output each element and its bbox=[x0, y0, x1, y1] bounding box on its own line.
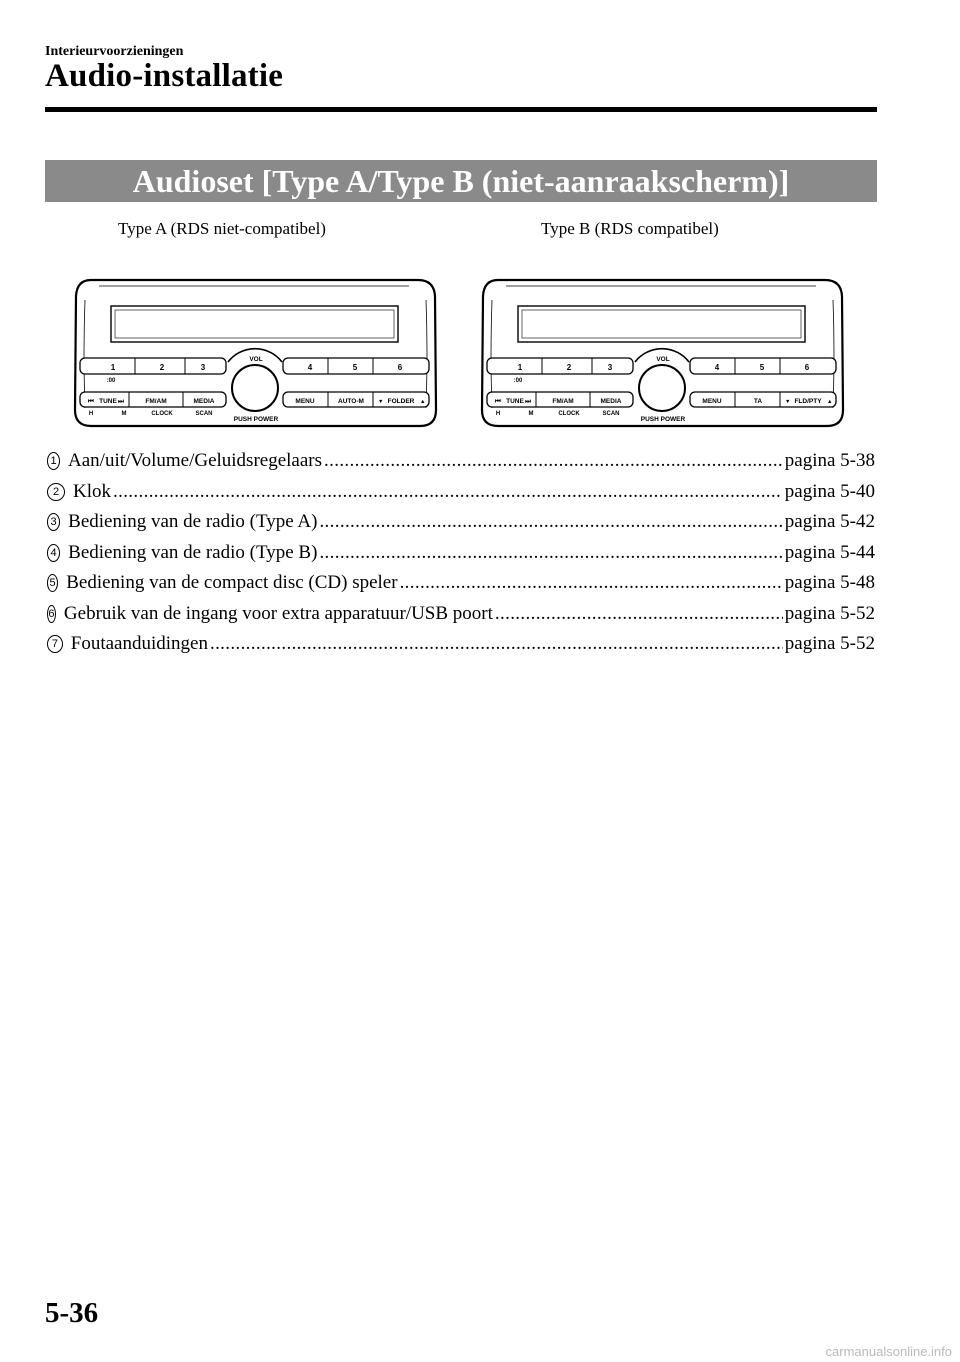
toc-page-ref: pagina 5-52 bbox=[784, 633, 875, 654]
display-screen bbox=[518, 306, 805, 342]
toc-title: Bediening van de radio (Type B) bbox=[68, 541, 318, 563]
toc-page-ref: pagina 5-40 bbox=[784, 480, 875, 502]
push-power-label: PUSH POWER bbox=[233, 416, 279, 423]
toc-row bbox=[45, 481, 875, 512]
preset-5[interactable]: 5 bbox=[352, 363, 358, 372]
push-power-label: PUSH POWER bbox=[640, 416, 686, 423]
sub-clock: CLOCK bbox=[151, 411, 173, 417]
menu-button[interactable]: MENU bbox=[295, 398, 315, 405]
toc-page-ref: pagina 5-42 bbox=[784, 511, 875, 532]
toc-title: Klok bbox=[73, 480, 111, 502]
up-arrow-icon: ▲ bbox=[827, 399, 833, 405]
preset-1[interactable]: 1 bbox=[517, 363, 523, 372]
tune-prev-icon: ⏮ bbox=[495, 398, 501, 405]
sub-scan: SCAN bbox=[195, 411, 213, 417]
table-of-contents bbox=[45, 450, 875, 664]
down-arrow-icon: ▼ bbox=[785, 399, 791, 405]
page-number: 5-36 bbox=[45, 1297, 99, 1329]
preset-5[interactable]: 5 bbox=[759, 363, 765, 372]
toc-page-ref: pagina 5-38 bbox=[784, 450, 875, 471]
title-rule bbox=[45, 107, 877, 112]
section-banner: Audioset [Type A/Type B (niet-aanraakscherm)] bbox=[45, 160, 877, 202]
toc-number: 2 bbox=[47, 483, 65, 501]
audio-unit-type-a bbox=[73, 278, 438, 428]
sub-scan: SCAN bbox=[602, 411, 620, 417]
volume-knob[interactable] bbox=[639, 365, 685, 411]
tune-prev-icon: ⏮ bbox=[88, 398, 94, 405]
preset-4[interactable]: 4 bbox=[307, 363, 313, 372]
toc-row bbox=[45, 542, 875, 573]
toc-leader-dots bbox=[324, 450, 783, 472]
toc-title: Aan/uit/Volume/Geluidsregelaars bbox=[68, 450, 323, 471]
toc-page-ref: pagina 5-48 bbox=[784, 572, 875, 593]
toc-title: Foutaanduidingen bbox=[70, 633, 208, 654]
right-end-button[interactable]: FOLDER bbox=[387, 398, 415, 405]
vol-label: VOL bbox=[656, 356, 670, 363]
toc-row bbox=[45, 450, 875, 481]
volume-knob[interactable] bbox=[232, 365, 278, 411]
toc-row bbox=[45, 603, 875, 634]
tune-next-icon: ⏭ bbox=[525, 398, 531, 405]
preset-1[interactable]: 1 bbox=[110, 363, 116, 372]
preset-2[interactable]: 2 bbox=[566, 363, 572, 372]
toc-page-ref: pagina 5-44 bbox=[784, 541, 875, 563]
right-mid-button[interactable]: AUTO-M bbox=[338, 398, 364, 405]
right-mid-button[interactable]: TA bbox=[753, 398, 763, 405]
toc-row bbox=[45, 511, 875, 542]
sub-h: H bbox=[495, 411, 501, 417]
audio-unit-type-b bbox=[480, 278, 845, 428]
preset-2[interactable]: 2 bbox=[159, 363, 165, 372]
toc-number: 6 bbox=[47, 605, 56, 623]
preset-6[interactable]: 6 bbox=[804, 363, 810, 372]
preset-6[interactable]: 6 bbox=[397, 363, 403, 372]
down-arrow-icon: ▼ bbox=[378, 399, 384, 405]
sub-clock: CLOCK bbox=[558, 411, 580, 417]
preset-4[interactable]: 4 bbox=[714, 363, 720, 372]
media-button[interactable]: MEDIA bbox=[193, 398, 215, 405]
type-a-caption: Type A (RDS niet-compatibel) bbox=[118, 219, 326, 238]
watermark: carmanualsonline.info bbox=[825, 1344, 952, 1359]
sub-h: H bbox=[88, 411, 94, 417]
display-screen bbox=[111, 306, 398, 342]
right-end-button[interactable]: FLD/PTY bbox=[794, 398, 822, 405]
page-title: Audio-installatie bbox=[45, 58, 284, 94]
toc-number: 3 bbox=[47, 513, 60, 531]
toc-title: Bediening van de compact disc (CD) speler bbox=[66, 572, 398, 593]
toc-number: 1 bbox=[47, 452, 60, 470]
toc-leader-dots bbox=[210, 633, 783, 655]
type-b-caption: Type B (RDS compatibel) bbox=[541, 219, 719, 238]
toc-leader-dots bbox=[113, 481, 783, 503]
sub-m: M bbox=[121, 411, 127, 417]
toc-leader-dots bbox=[495, 603, 783, 625]
toc-row bbox=[45, 633, 875, 664]
fm-am-button[interactable]: FM/AM bbox=[145, 398, 167, 405]
tune-button[interactable]: TUNE bbox=[99, 398, 117, 405]
tune-next-icon: ⏭ bbox=[118, 398, 124, 405]
toc-leader-dots bbox=[319, 511, 782, 533]
preset-3[interactable]: 3 bbox=[200, 363, 206, 372]
sub-m: M bbox=[528, 411, 534, 417]
fm-am-button[interactable]: FM/AM bbox=[552, 398, 574, 405]
toc-title: Gebruik van de ingang voor extra apparatuur/USB poort bbox=[63, 602, 493, 624]
toc-number: 5 bbox=[47, 574, 58, 592]
up-arrow-icon: ▲ bbox=[420, 399, 426, 405]
preset-sub-00: :00 bbox=[513, 378, 523, 384]
toc-number: 7 bbox=[47, 635, 63, 653]
tune-button[interactable]: TUNE bbox=[506, 398, 524, 405]
media-button[interactable]: MEDIA bbox=[600, 398, 622, 405]
toc-number: 4 bbox=[47, 544, 60, 562]
toc-title: Bediening van de radio (Type A) bbox=[68, 511, 318, 532]
toc-row bbox=[45, 572, 875, 603]
preset-sub-00: :00 bbox=[106, 378, 116, 384]
section-label: Interieurvoorzieningen bbox=[45, 44, 184, 59]
toc-leader-dots bbox=[400, 572, 783, 594]
toc-leader-dots bbox=[319, 542, 782, 564]
menu-button[interactable]: MENU bbox=[702, 398, 722, 405]
toc-page-ref: pagina 5-52 bbox=[784, 602, 875, 624]
preset-3[interactable]: 3 bbox=[607, 363, 613, 372]
vol-label: VOL bbox=[249, 356, 263, 363]
